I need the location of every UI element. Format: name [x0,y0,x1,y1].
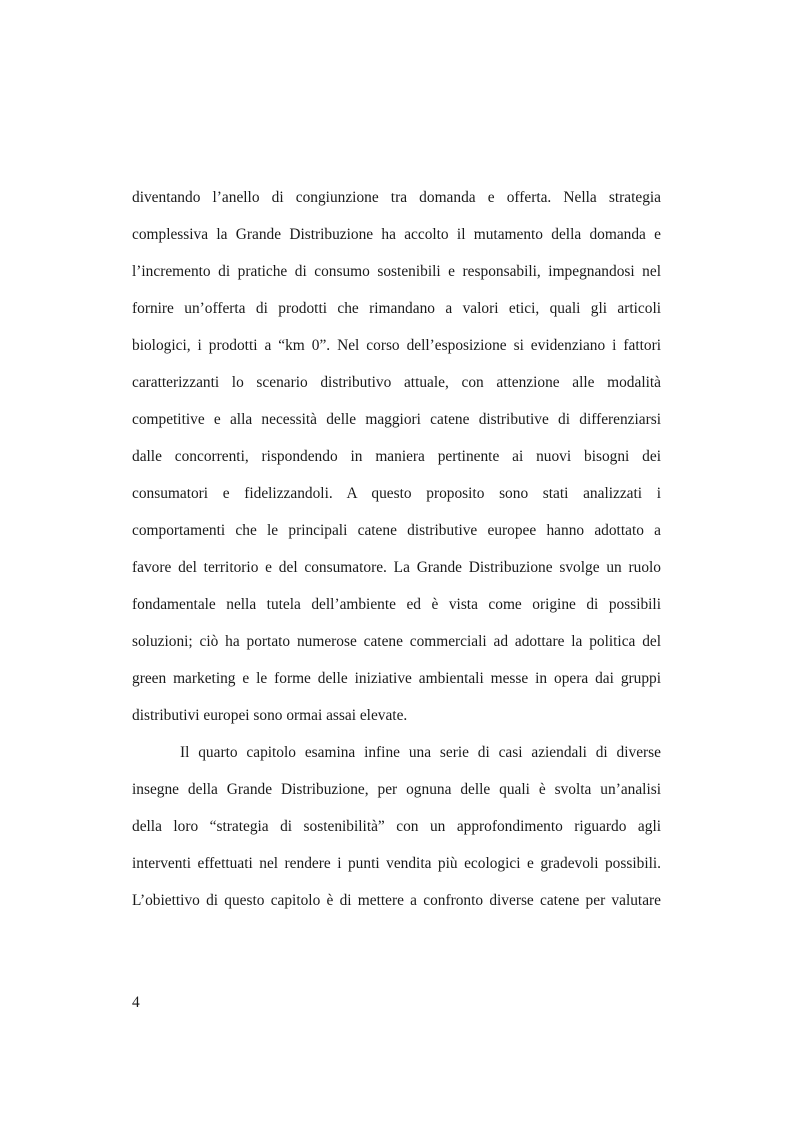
text-line: L’obiettivo di questo capitolo è di mettere a confronto diverse catene per valutare [132,892,661,909]
text-line: complessiva la Grande Distribuzione ha accolto il mutamento della domanda e [132,226,661,243]
text-line: favore del territorio e del consumatore. La Grande Distribuzione svolge un ruolo [132,559,661,576]
text-line: consumatori e fidelizzandoli. A questo proposito sono stati analizzati i [132,485,661,502]
text-line: biologici, i prodotti a “km 0”. Nel corso dell’esposizione si evidenziano i fattori [132,337,661,354]
paragraph-first-line: Il quarto capitolo esamina infine una serie di casi aziendali di diverse [180,744,661,761]
paragraph-last-line: distributivi europei sono ormai assai elevate. [132,707,408,724]
text-line: diventando l’anello di congiunzione tra domanda e offerta. Nella strategia [132,189,661,206]
text-line: insegne della Grande Distribuzione, per ognuna delle quali è svolta un’analisi [132,781,661,798]
text-line: fornire un’offerta di prodotti che rimandano a valori etici, quali gli articoli [132,300,661,317]
body-text [132,184,661,924]
text-line: fondamentale nella tutela dell’ambiente ed è vista come origine di possibili [132,596,661,613]
text-line: comportamenti che le principali catene distributive europee hanno adottato a [132,522,661,539]
text-line: dalle concorrenti, rispondendo in maniera pertinente ai nuovi bisogni dei [132,448,661,465]
text-line: caratterizzanti lo scenario distributivo attuale, con attenzione alle modalità [132,374,661,391]
text-line: competitive e alla necessità delle maggiori catene distributive di differenziarsi [132,411,661,428]
text-line: l’incremento di pratiche di consumo sostenibili e responsabili, impegnandosi nel [132,263,661,280]
text-line: green marketing e le forme delle iniziative ambientali messe in opera dai gruppi [132,670,661,687]
text-line: interventi effettuati nel rendere i punti vendita più ecologici e gradevoli possibili. [132,855,661,872]
text-line: della loro “strategia di sostenibilità” con un approfondimento riguardo agli [132,818,661,835]
page-number: 4 [132,994,140,1011]
text-line: soluzioni; ciò ha portato numerose catene commerciali ad adottare la politica del [132,633,661,650]
